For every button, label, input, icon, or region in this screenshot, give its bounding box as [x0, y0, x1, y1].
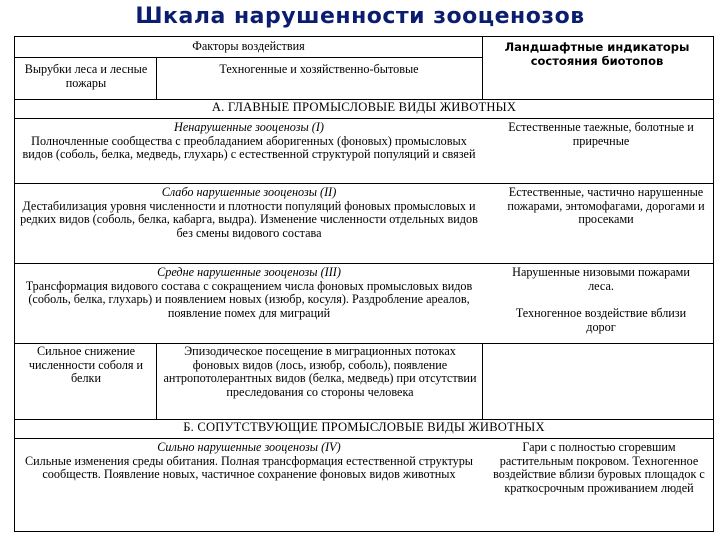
row-indicator: Гари с полностью сгоревшим растительным покровом. Техногенное воздействие вблизи буровых площадок с краткосрочным проживанием людей: [493, 440, 705, 495]
section-a-heading: А. ГЛАВНЫЕ ПРОМЫСЛОВЫЕ ВИДЫ ЖИВОТНЫХ: [211, 100, 517, 114]
divider-row2: [15, 263, 713, 264]
row-indicator: [503, 266, 699, 334]
page-title: Шкала нарушенности зооценозов: [135, 4, 585, 29]
row-description: Дестабилизация уровня численности и плотности популяций фоновых промысловых и редких видов (соболь, белка, кабарга, выдра). Изменение численности отдельных видов без смены видового состава: [20, 198, 478, 240]
header-factors: Факторы воздействия: [192, 39, 305, 53]
header-logging-fires: Вырубки леса и лесные пожары: [24, 62, 148, 90]
row-heading: Ненарушенные зооценозы (I): [174, 120, 324, 134]
row-description: Сильные изменения среды обитания. Полная трансформация естественной структуры сообществ. Появление новых, частичное сохранение фоновых видов животных: [24, 453, 473, 482]
divider-under-section-a: [15, 118, 713, 119]
row-episodic-visits: Эпизодическое посещение в миграционных потоках фоновых видов (лось, изюбр, соболь), появление антропотолерантных видов (белка, медведь) при отсутствии преследования со стороны человека: [163, 344, 477, 399]
col-divider-header-left: [156, 57, 157, 99]
row-indicator: Естественные, частично нарушенные пожарами, энтомофагами, дорогами и просеками: [507, 185, 705, 227]
divider-under-section-b: [15, 438, 713, 439]
col-divider-row4: [156, 343, 157, 419]
row-heading: Сильно нарушенные зооценозы (IV): [157, 440, 341, 454]
col-divider-row4-right: [482, 343, 483, 419]
section-b-heading: Б. СОПУТСТВУЮЩИЕ ПРОМЫСЛОВЫЕ ВИДЫ ЖИВОТНЫХ: [183, 420, 545, 434]
indicator-technogenic: Техногенное воздействие вблизи дорог: [515, 306, 687, 334]
row-decline-sable-squirrel: Сильное снижение численности соболя и белки: [28, 344, 144, 386]
indicator-fires: Нарушенные низовыми пожарами леса.: [512, 265, 690, 293]
row-description: Трансформация видового состава с сокращением числа фоновых промысловых видов (соболь, белка, глухарь) и появлением новых (изюбр, косуля). Раздробление ареалов, появление помех для миграций: [25, 278, 473, 320]
row-heading: Средне нарушенные зооценозы (III): [157, 265, 341, 279]
scale-table: [14, 36, 714, 532]
col-divider-main: [482, 37, 483, 99]
row-slightly-disturbed: [19, 186, 479, 240]
row-description: Полночленные сообщества с преобладанием аборигенных (фоновых) промысловых видов (соболь, белка, медведь, глухарь) с естественной структурой популяций и связей: [22, 133, 476, 162]
divider-row1: [15, 183, 713, 184]
header-landscape-indicators: Ландшафтные индикаторы состояния биотопов: [504, 40, 690, 68]
row-moderately-disturbed: [19, 266, 479, 320]
header-technogenic: Техногенные и хозяйственно-бытовые: [219, 62, 419, 76]
row-indicator: Естественные таежные, болотные и приречные: [508, 120, 694, 148]
row-heading: Слабо нарушенные зооценозы (II): [161, 185, 337, 199]
row-strongly-disturbed: [19, 441, 479, 482]
divider-under-factors: [15, 57, 482, 58]
row-undisturbed: [19, 121, 479, 162]
